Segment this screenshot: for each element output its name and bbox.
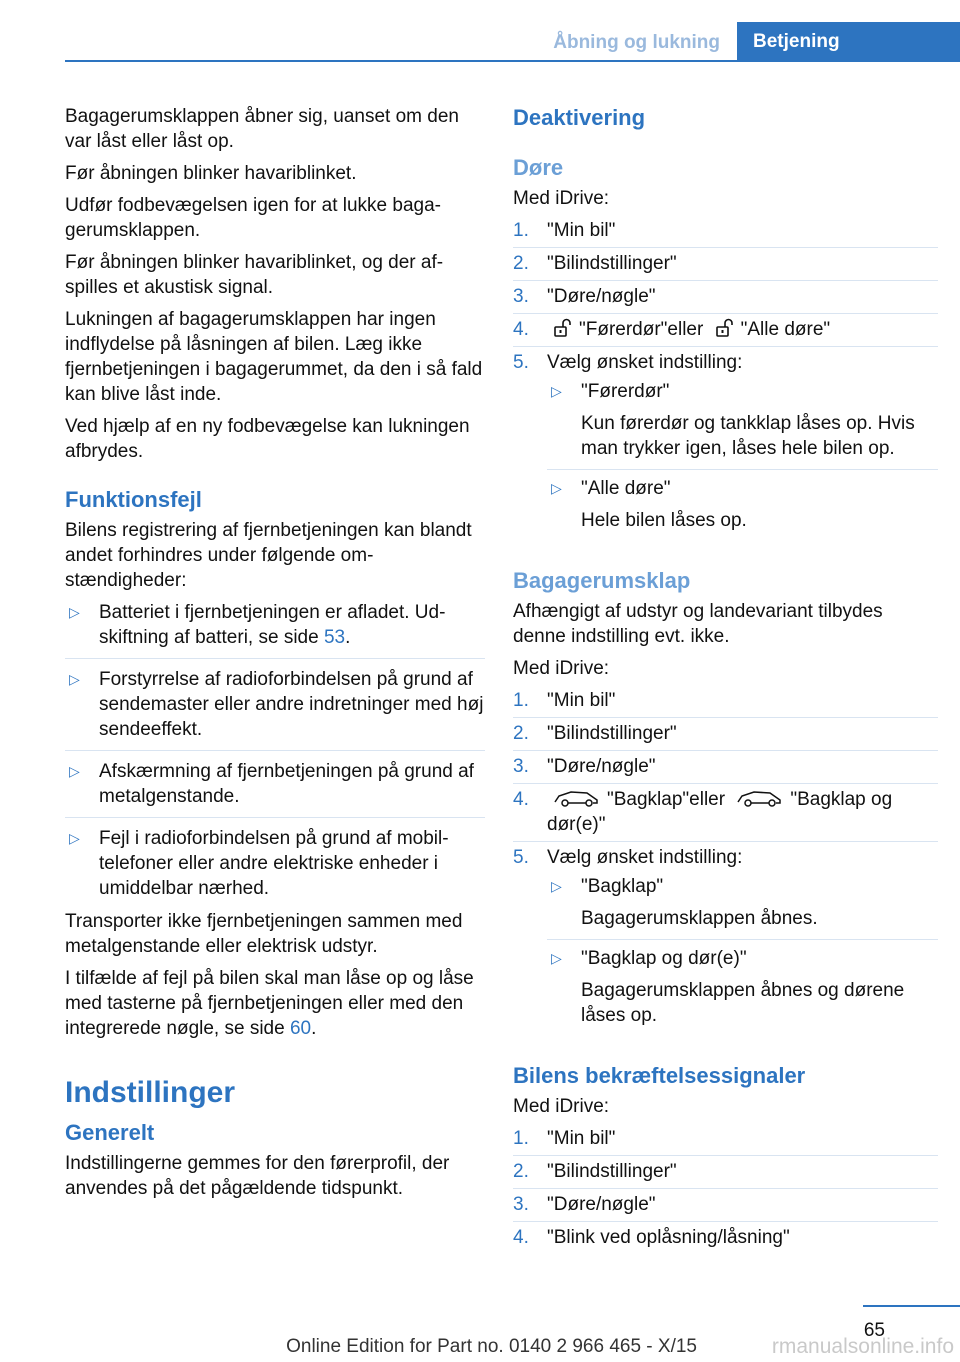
bullet-triangle-icon: ▷: [69, 830, 80, 846]
list-number: 2.: [513, 723, 529, 744]
list-item-text: "Døre/nøgle": [547, 1194, 656, 1215]
bullet-triangle-icon: ▷: [551, 878, 562, 894]
list-item-text: "Bilindstillinger": [547, 1161, 677, 1182]
list-number: 1.: [513, 690, 529, 711]
list-item: [513, 1225, 938, 1254]
list-item-text: "Bilindstillinger": [547, 723, 677, 744]
section-bagagerumsklap: [513, 567, 938, 1040]
list-item: [513, 251, 938, 281]
list-item: [513, 218, 938, 248]
list-item: [513, 754, 938, 784]
page-link[interactable]: 60: [289, 1018, 312, 1039]
list-item: [513, 845, 938, 1040]
list-item-text: "Bagklap og dør(e)": [547, 789, 893, 835]
paragraph: Afhængigt af udstyr og landevariant tilbydes denne indstilling evt. ikke.: [513, 601, 883, 647]
list-number: 1.: [513, 1128, 529, 1149]
watermark: rmanualsonline.info: [771, 1335, 954, 1358]
option-description: Bagagerumsklappen åbnes.: [581, 908, 818, 929]
heading-generelt: Generelt: [65, 1120, 155, 1145]
bullet-triangle-icon: ▷: [69, 604, 80, 620]
header-section-title: Åbning og lukning: [553, 32, 720, 53]
bullet-triangle-icon: ▷: [69, 671, 80, 687]
list-item: [65, 759, 485, 818]
list-item: [65, 826, 485, 909]
edition-text: Online Edition for Part no. 0140 2 966 465 - X/15: [286, 1336, 697, 1357]
paragraph: Lukningen af bagagerumsklappen har ingen indflydelse på låsningen af bilen. Læg ikke fjernbetjeningen i bagagerummet, da den i så fald kan blive låst inde.: [65, 309, 483, 405]
list-item: [513, 350, 938, 545]
paragraph: Bagagerumsklappen åbner sig, uanset om den var låst eller låst op.: [65, 106, 459, 152]
paragraph: Før åbningen blinker havariblinket, og der afspilles et akustisk signal.: [65, 252, 444, 298]
list-item-text: Vælg ønsket indstilling:: [547, 352, 743, 373]
list-item-text: "Min bil": [547, 220, 616, 241]
heading-bagagerumsklap: Bagagerumsklap: [513, 568, 691, 593]
list-item-text: Batteriet i fjernbetjeningen er afladet. Udskiftning af batteri, se side: [99, 602, 446, 648]
section-funktionsfejl: [65, 486, 485, 1041]
list-item-text: "Blink ved oplåsning/låsning": [547, 1227, 790, 1248]
heading-deaktivering: Deaktivering: [513, 105, 646, 130]
car-tailgate-icon: [736, 788, 784, 808]
unlock-icon: [553, 318, 573, 338]
numbered-list: [513, 1126, 938, 1254]
list-item-text: .: [345, 627, 351, 648]
paragraph: Med iDrive:: [513, 658, 610, 679]
section-bekraeftelsessignaler: [513, 1062, 938, 1254]
list-item-text: "Døre/nøgle": [547, 286, 656, 307]
list-item-text: "Min bil": [547, 1128, 616, 1149]
list-item-text: Forstyrrelse af radioforbindelsen på grund af sendemaster eller andre indretninger med høj sendeeffekt.: [99, 669, 484, 740]
left-column: [65, 104, 485, 1208]
list-item-text: Afskærmning af fjernbetjeningen på grund af metalgenstande.: [99, 761, 474, 807]
list-item: [513, 721, 938, 751]
paragraph: Ved hjælp af en ny fodbevægelse kan lukningen afbrydes.: [65, 416, 470, 462]
header-rule: [65, 60, 960, 62]
option-description: Bagagerumsklappen åbnes og dørene låses op.: [581, 980, 905, 1026]
option-label: "Alle døre": [581, 478, 671, 499]
list-item: [513, 1126, 938, 1156]
option-list: [547, 379, 938, 541]
list-item-text: Fejl i radioforbindelsen på grund af mobiltelefoner eller andre elektriske enheder i umiddelbar nærhed.: [99, 828, 449, 899]
option-description: Hele bilen låses op.: [581, 510, 747, 531]
list-number: 3.: [513, 1194, 529, 1215]
list-item: [65, 600, 485, 659]
list-number: 1.: [513, 220, 529, 241]
list-item-text: "Bilindstillinger": [547, 253, 677, 274]
bullet-triangle-icon: ▷: [69, 763, 80, 779]
paragraph: Med iDrive:: [513, 1096, 610, 1117]
heading-dore: Døre: [513, 155, 564, 180]
list-item-text: "Bagklap"eller: [607, 789, 726, 810]
list-number: 2.: [513, 1161, 529, 1182]
paragraph: Med iDrive:: [513, 188, 610, 209]
list-item: [513, 787, 938, 842]
list-item: [513, 284, 938, 314]
paragraph: Transporter ikke fjernbetjeningen sammen med metalgenstande eller elektrisk udstyr.: [65, 911, 463, 957]
option-label: "Førerdør": [581, 381, 670, 402]
paragraph: [65, 966, 485, 1041]
bullet-triangle-icon: ▷: [551, 950, 562, 966]
header-chapter-tab: Betjening: [737, 22, 960, 60]
page-number: 65: [863, 1320, 885, 1341]
numbered-list: [513, 218, 938, 545]
option-description: Kun førerdør og tankklap låses op. Hvis man trykker igen, låses hele bilen op.: [581, 413, 915, 459]
paragraph: Indstillingerne gemmes for den førerprofil, der anvendes på det pågældende tidspunkt.: [65, 1153, 450, 1199]
list-number: 3.: [513, 286, 529, 307]
option-item: [547, 476, 938, 541]
list-number: 5.: [513, 847, 529, 868]
heading-funktionsfejl: Funktionsfejl: [65, 487, 202, 512]
footer-rule: [863, 1305, 960, 1307]
list-item-text: Vælg ønsket indstilling:: [547, 847, 743, 868]
bullet-triangle-icon: ▷: [551, 383, 562, 399]
list-number: 2.: [513, 253, 529, 274]
list-item: [513, 1159, 938, 1189]
car-tailgate-icon: [553, 788, 601, 808]
heading-bekraeftelsessignaler: Bilens bekræftelsessignaler: [513, 1063, 806, 1088]
list-item: [513, 1192, 938, 1222]
option-label: "Bagklap": [581, 876, 664, 897]
right-column: [513, 104, 938, 1257]
paragraph-text: .: [311, 1018, 317, 1039]
bullet-triangle-icon: ▷: [551, 480, 562, 496]
list-number: 4.: [513, 1227, 529, 1248]
unlock-icon: [715, 318, 735, 338]
paragraph: Udfør fodbevægelsen igen for at lukke bagagerumsklappen.: [65, 195, 441, 241]
option-label: "Bagklap og dør(e)": [581, 948, 747, 969]
list-item: [513, 688, 938, 718]
page-link[interactable]: 53: [323, 627, 346, 648]
heading-indstillinger: Indstillinger: [65, 1076, 236, 1109]
numbered-list: [513, 688, 938, 1040]
option-item: [547, 379, 938, 470]
list-item-text: "Førerdør"eller: [579, 319, 704, 340]
list-item: [513, 317, 938, 347]
list-item-text: "Døre/nøgle": [547, 756, 656, 777]
paragraph-text: I tilfælde af fejl på bilen skal man låse op og låse med tasterne på fjernbetjeningen eller med den integrerede nøgle, se side: [65, 968, 474, 1039]
list-number: 3.: [513, 756, 529, 777]
bullet-list: [65, 600, 485, 909]
list-number: 4.: [513, 319, 529, 340]
paragraph: Før åbningen blinker havariblinket.: [65, 163, 357, 184]
option-item: [547, 874, 938, 940]
paragraph: Bilens registrering af fjernbetjeningen kan blandt andet forhindres under følgende omstændigheder:: [65, 520, 472, 591]
option-item: [547, 946, 938, 1036]
list-item-text: "Min bil": [547, 690, 616, 711]
option-list: [547, 874, 938, 1036]
list-item-text: "Alle døre": [740, 319, 831, 340]
list-number: 5.: [513, 352, 529, 373]
list-number: 4.: [513, 789, 529, 810]
list-item: [65, 667, 485, 751]
